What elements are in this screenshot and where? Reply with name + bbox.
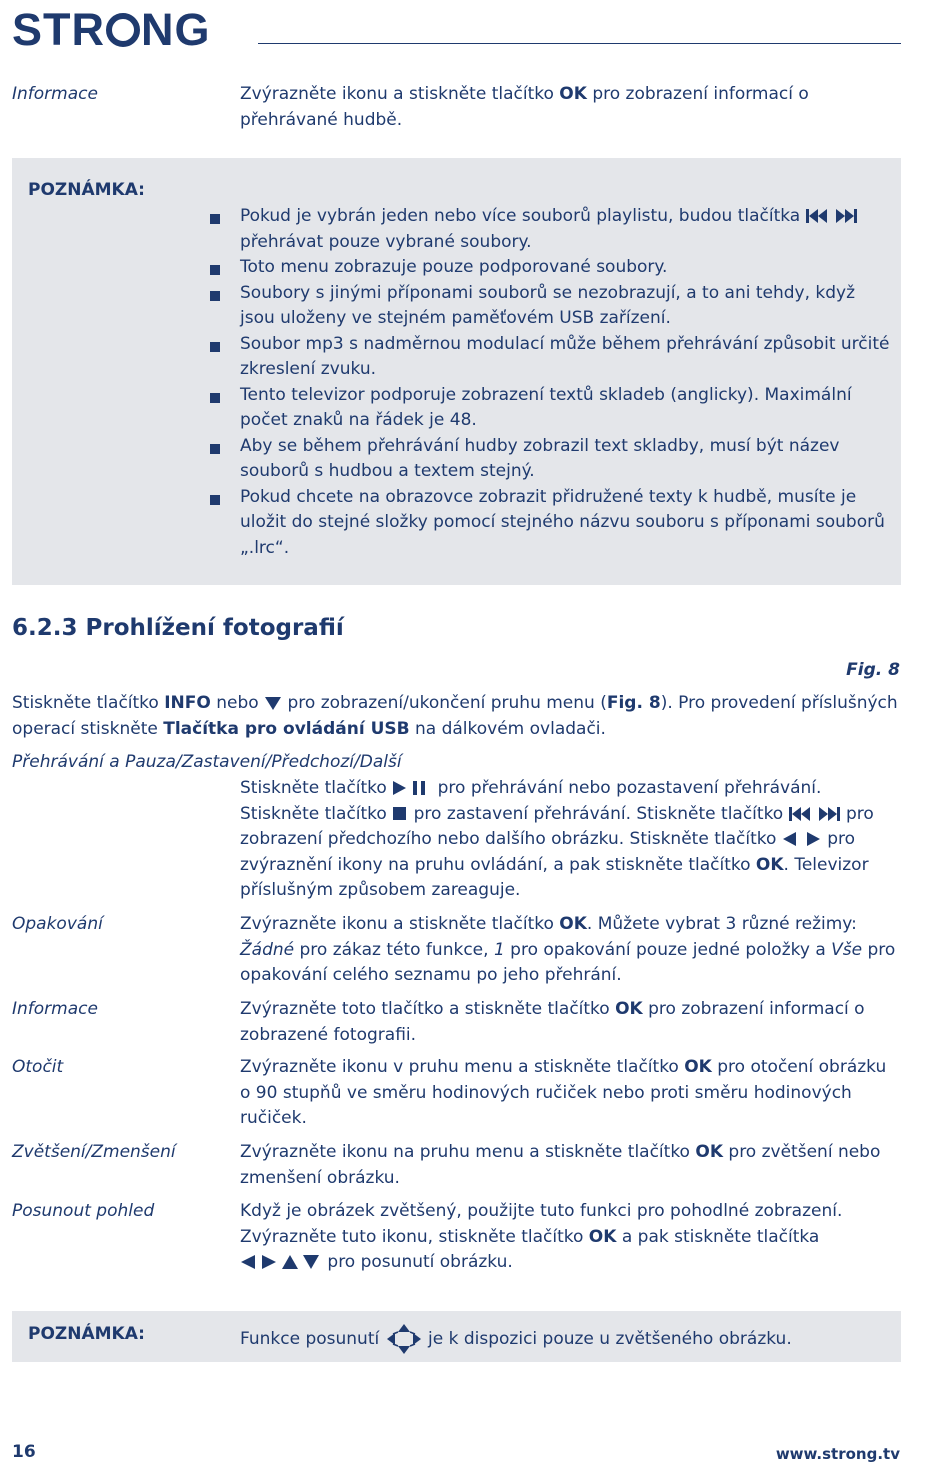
left-right-arrows-icon <box>782 831 822 847</box>
play-pause-icon <box>392 780 432 796</box>
section-heading: 6.2.3 Prohlížení fotografií <box>12 615 344 641</box>
bullet-square-icon <box>210 393 220 403</box>
note-bullet: Soubory s jinými příponami souborů se nezobrazují, a to ani tehdy, když jsou uloženy ve stejném paměťovém USB zařízení. <box>240 281 895 332</box>
text-informace-music: Zvýrazněte ikonu a stiskněte tlačítko OK pro zobrazení informací o přehrávané hudbě. <box>240 84 809 130</box>
bullet-square-icon <box>210 214 220 224</box>
website-link[interactable]: www.strong.tv <box>775 1445 900 1463</box>
label-pan: Posunout pohled <box>12 1201 155 1221</box>
label-rotate: Otočit <box>12 1057 64 1077</box>
logo-o-ring <box>106 13 140 47</box>
text-zoom: Zvýrazněte ikonu na pruhu menu a stiskněte tlačítko OK pro zvětšení nebo zmenšení obrázku. <box>240 1142 881 1188</box>
label-repeat: Opakování <box>12 914 103 934</box>
label-informace-music: Informace <box>12 84 98 104</box>
four-arrows-icon <box>240 1254 322 1270</box>
text-rotate: Zvýrazněte ikonu v pruhu menu a stiskněte tlačítko OK pro otočení obrázku o 90 stupňů ve směru hodinových ručiček nebo proti směru hodinových ručiček. <box>240 1057 887 1128</box>
fig-reference: Fig. 8 <box>846 660 900 680</box>
note-label-2: POZNÁMKA: <box>28 1324 145 1344</box>
page-number: 16 <box>12 1442 36 1462</box>
label-play: Přehrávání a Pauza/Zastavení/Předchozí/Další <box>12 752 402 772</box>
note-bullet: Toto menu zobrazuje pouze podporované soubory. <box>240 255 895 281</box>
down-arrow-icon <box>264 695 282 711</box>
stop-icon <box>392 806 408 822</box>
text-pan: Když je obrázek zvětšený, použijte tuto funkci pro pohodlné zobrazení. Zvýrazněte tuto ikonu, stiskněte tlačítko OK a pak stiskněte tlačítka pro posunutí obrázku. <box>240 1201 843 1272</box>
header-rule <box>258 43 901 44</box>
note-text-2: Funkce posunutí je k dispozici pouze u zvětšeného obrázku. <box>240 1322 900 1356</box>
text-repeat: Zvýrazněte ikonu a stiskněte tlačítko OK. Můžete vybrat 3 různé režimy: Žádné pro zákaz této funkce, 1 pro opakování pouze jedné položky a Vše pro opakování celého seznamu po jeho přehrání. <box>240 914 896 985</box>
note-bullet: Aby se během přehrávání hudby zobrazil text skladby, musí být název souborů s hudbou a textem stejný. <box>240 434 895 485</box>
label-info-photo: Informace <box>12 999 98 1019</box>
intro-paragraph: Stiskněte tlačítko INFO nebo pro zobrazení/ukončení pruhu menu (Fig. 8). Pro provedení příslušných operací stiskněte Tlačítka pro ovládání USB na dálkovém ovladači. <box>12 693 898 739</box>
prev-next-icon <box>789 806 841 822</box>
bullet-square-icon <box>210 444 220 454</box>
bullet-square-icon <box>210 291 220 301</box>
pan-cross-icon <box>385 1322 423 1356</box>
note-bullets-1 <box>240 204 895 561</box>
bullet-square-icon <box>210 265 220 275</box>
bullet-square-icon <box>210 495 220 505</box>
label-zoom: Zvětšení/Zmenšení <box>12 1142 176 1162</box>
text-play: Stiskněte tlačítko pro přehrávání nebo pozastavení přehrávání. Stiskněte tlačítko pro zastavení přehrávání. Stiskněte tlačítko pro zobrazení předchozího nebo dalšího obrázku. Stiskněte tlačítko pro zvýraznění ikony na pruhu ovládání, a pak stiskněte tlačítko OK. Televizor příslušným způsobem zareaguje. <box>240 778 874 900</box>
note-bullet: Pokud je vybrán jeden nebo více souborů playlistu, budou tlačítka přehrávat pouze vybrané soubory. <box>240 204 895 255</box>
note-bullet: Soubor mp3 s nadměrnou modulací může během přehrávání způsobit určité zkreslení zvuku. <box>240 332 895 383</box>
strong-logo: STR NG <box>12 4 211 55</box>
bullet-square-icon <box>210 342 220 352</box>
note-bullet: Pokud chcete na obrazovce zobrazit přidružené texty k hudbě, musíte je uložit do stejné složky pomocí stejného názvu souboru s příponami souborů „.lrc“. <box>240 485 895 562</box>
note-bullet: Tento televizor podporuje zobrazení textů skladeb (anglicky). Maximální počet znaků na řádek je 48. <box>240 383 895 434</box>
text-info-photo: Zvýrazněte toto tlačítko a stiskněte tlačítko OK pro zobrazení informací o zobrazené fotografii. <box>240 999 865 1045</box>
note-label-1: POZNÁMKA: <box>28 180 145 200</box>
prev-next-icon <box>806 208 858 224</box>
